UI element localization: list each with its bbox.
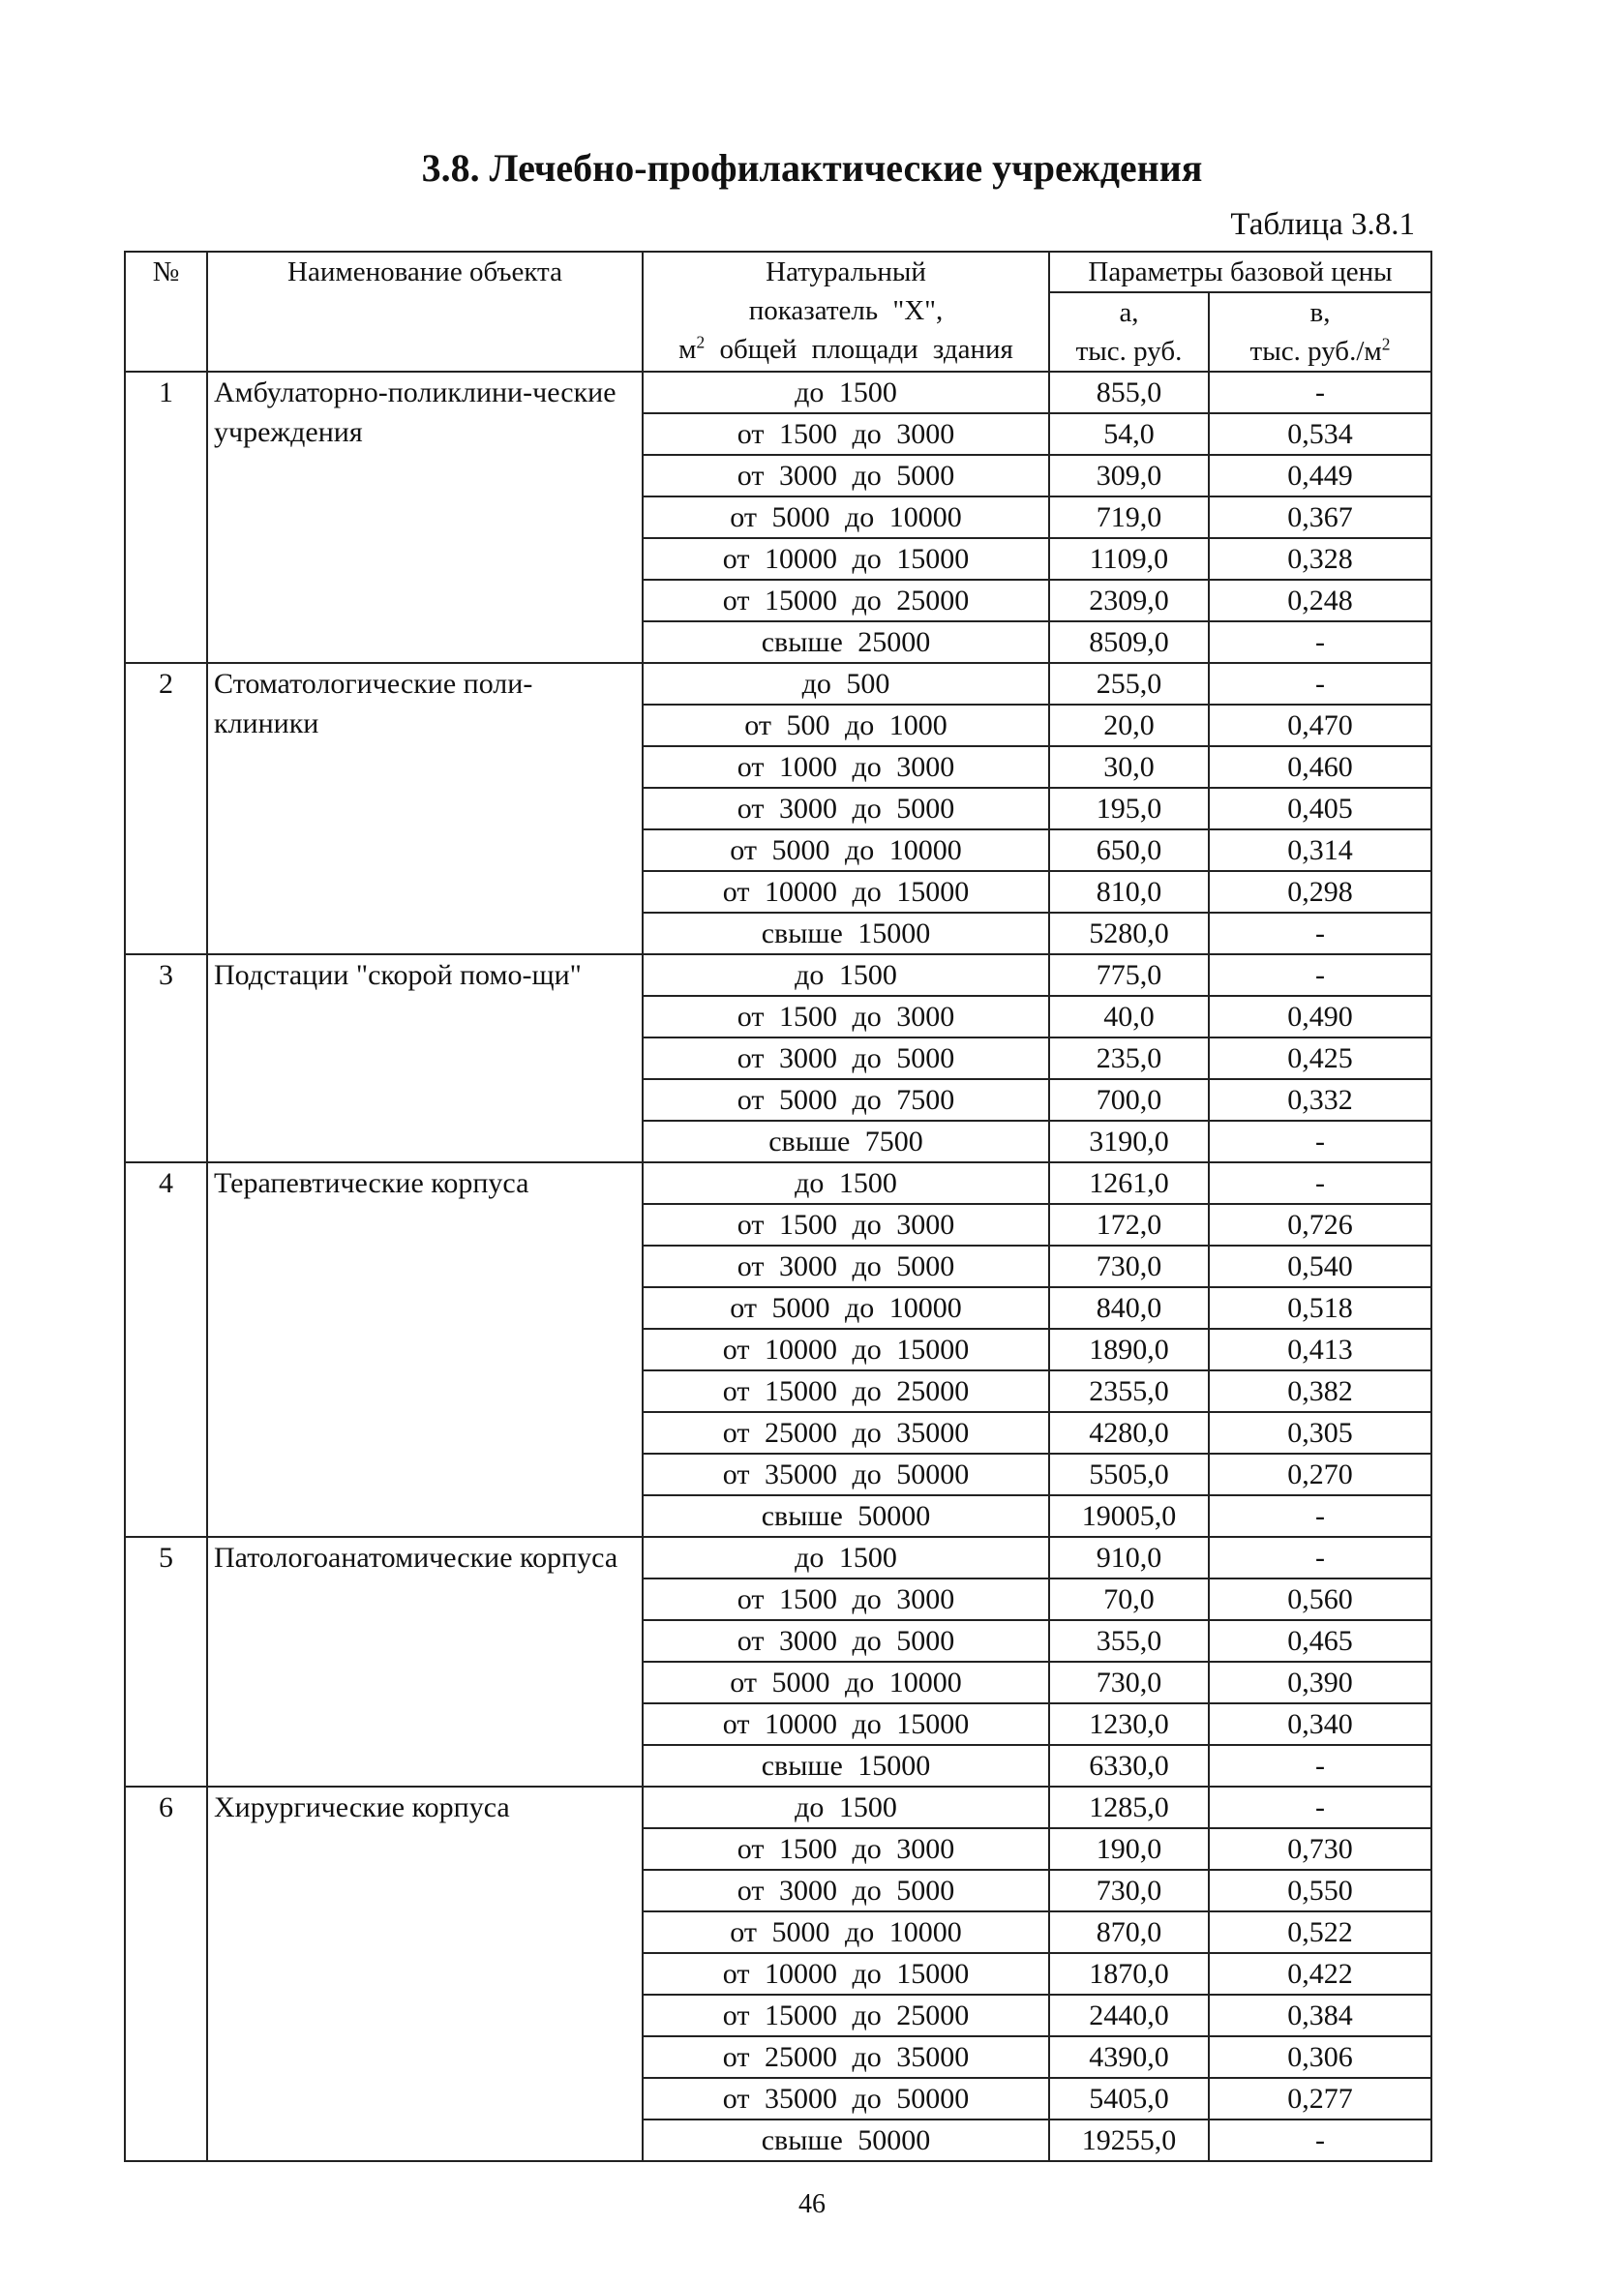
- table-row: [125, 1162, 1431, 1204]
- param-a-value: 235,0: [1049, 1037, 1209, 1079]
- indicator-range: от 1500 до 3000: [643, 996, 1049, 1037]
- param-a-value: 719,0: [1049, 496, 1209, 538]
- object-name: Хирургические корпуса: [207, 1787, 643, 2161]
- header-x-unit: м: [678, 334, 697, 365]
- indicator-range: от 3000 до 5000: [643, 788, 1049, 829]
- table-row: [125, 372, 1431, 413]
- param-b-value: 0,367: [1209, 496, 1431, 538]
- indicator-range: от 35000 до 50000: [643, 1454, 1049, 1495]
- param-a-value: 730,0: [1049, 1246, 1209, 1287]
- param-a-value: 255,0: [1049, 663, 1209, 705]
- indicator-range: от 3000 до 5000: [643, 455, 1049, 496]
- param-b-value: -: [1209, 621, 1431, 663]
- indicator-range: от 25000 до 35000: [643, 1412, 1049, 1454]
- indicator-range: от 10000 до 15000: [643, 1703, 1049, 1745]
- indicator-range: от 1500 до 3000: [643, 1828, 1049, 1870]
- group-number: 4: [125, 1162, 207, 1537]
- indicator-range: от 500 до 1000: [643, 705, 1049, 746]
- param-b-value: 0,305: [1209, 1412, 1431, 1454]
- indicator-range: от 15000 до 25000: [643, 580, 1049, 621]
- header-name: Наименование объекта: [207, 252, 643, 372]
- header-a: [1049, 292, 1209, 372]
- param-a-value: 1285,0: [1049, 1787, 1209, 1828]
- object-name: Подстации "скорой помо-щи": [207, 954, 643, 1162]
- param-b-value: -: [1209, 372, 1431, 413]
- indicator-range: до 500: [643, 663, 1049, 705]
- param-b-value: 0,332: [1209, 1079, 1431, 1121]
- param-a-value: 840,0: [1049, 1287, 1209, 1329]
- param-a-value: 730,0: [1049, 1662, 1209, 1703]
- param-b-value: 0,490: [1209, 996, 1431, 1037]
- param-a-value: 190,0: [1049, 1828, 1209, 1870]
- param-b-value: -: [1209, 913, 1431, 954]
- param-a-value: 1230,0: [1049, 1703, 1209, 1745]
- table-row: [125, 1537, 1431, 1578]
- table-body: [125, 372, 1431, 2161]
- page-number: 46: [798, 2189, 826, 2219]
- indicator-range: от 35000 до 50000: [643, 2078, 1049, 2120]
- param-a-value: 1109,0: [1049, 538, 1209, 580]
- header-b-unit: тыс. руб./м: [1249, 336, 1382, 367]
- param-a-value: 5405,0: [1049, 2078, 1209, 2120]
- param-a-value: 1890,0: [1049, 1329, 1209, 1370]
- indicator-range: свыше 25000: [643, 621, 1049, 663]
- header-x: [643, 252, 1049, 372]
- param-b-value: -: [1209, 954, 1431, 996]
- param-a-value: 40,0: [1049, 996, 1209, 1037]
- param-a-value: 5505,0: [1049, 1454, 1209, 1495]
- indicator-range: от 10000 до 15000: [643, 871, 1049, 913]
- param-a-value: 855,0: [1049, 372, 1209, 413]
- indicator-range: до 1500: [643, 954, 1049, 996]
- header-b-line1: в,: [1309, 297, 1331, 328]
- param-b-value: 0,449: [1209, 455, 1431, 496]
- param-a-value: 5280,0: [1049, 913, 1209, 954]
- header-b-line2: [1216, 332, 1425, 371]
- param-b-value: -: [1209, 1162, 1431, 1204]
- param-b-value: 0,726: [1209, 1204, 1431, 1246]
- price-table: [124, 251, 1432, 2162]
- param-b-value: -: [1209, 1745, 1431, 1787]
- param-b-value: 0,382: [1209, 1370, 1431, 1412]
- table-row: [125, 663, 1431, 705]
- param-a-value: 20,0: [1049, 705, 1209, 746]
- param-a-value: 4390,0: [1049, 2036, 1209, 2078]
- header-b: [1209, 292, 1431, 372]
- param-b-value: -: [1209, 1537, 1431, 1578]
- param-b-value: 0,560: [1209, 1578, 1431, 1620]
- param-b-value: 0,270: [1209, 1454, 1431, 1495]
- header-b-sup: 2: [1381, 334, 1391, 354]
- param-b-value: 0,540: [1209, 1246, 1431, 1287]
- table-row: [125, 1787, 1431, 1828]
- indicator-range: от 5000 до 7500: [643, 1079, 1049, 1121]
- page-title: 3.8. Лечебно-профилактические учреждения: [421, 146, 1203, 190]
- param-a-value: 172,0: [1049, 1204, 1209, 1246]
- param-b-value: 0,298: [1209, 871, 1431, 913]
- table-header: [125, 252, 1431, 372]
- param-a-value: 3190,0: [1049, 1121, 1209, 1162]
- param-b-value: -: [1209, 2120, 1431, 2161]
- indicator-range: от 1500 до 3000: [643, 1204, 1049, 1246]
- object-name: Стоматологические поли-клиники: [207, 663, 643, 954]
- indicator-range: от 3000 до 5000: [643, 1246, 1049, 1287]
- param-a-value: 810,0: [1049, 871, 1209, 913]
- header-x-rest: общей площади здания: [705, 334, 1013, 365]
- param-a-value: 775,0: [1049, 954, 1209, 996]
- group-number: 5: [125, 1537, 207, 1787]
- param-b-value: 0,522: [1209, 1911, 1431, 1953]
- param-a-value: 195,0: [1049, 788, 1209, 829]
- param-a-value: 19255,0: [1049, 2120, 1209, 2161]
- group-number: 3: [125, 954, 207, 1162]
- table-row: [125, 954, 1431, 996]
- param-a-value: 1870,0: [1049, 1953, 1209, 1995]
- param-a-value: 870,0: [1049, 1911, 1209, 1953]
- param-b-value: 0,248: [1209, 580, 1431, 621]
- param-b-value: 0,314: [1209, 829, 1431, 871]
- indicator-range: от 10000 до 15000: [643, 1329, 1049, 1370]
- header-no: №: [125, 252, 207, 372]
- param-b-value: 0,413: [1209, 1329, 1431, 1370]
- param-b-value: 0,405: [1209, 788, 1431, 829]
- param-b-value: 0,390: [1209, 1662, 1431, 1703]
- param-a-value: 650,0: [1049, 829, 1209, 871]
- param-b-value: 0,460: [1209, 746, 1431, 788]
- indicator-range: от 5000 до 10000: [643, 1662, 1049, 1703]
- indicator-range: до 1500: [643, 1162, 1049, 1204]
- param-a-value: 6330,0: [1049, 1745, 1209, 1787]
- indicator-range: свыше 15000: [643, 1745, 1049, 1787]
- param-b-value: 0,534: [1209, 413, 1431, 455]
- header-x-line2: показатель "X",: [748, 295, 944, 326]
- indicator-range: от 3000 до 5000: [643, 1870, 1049, 1911]
- indicator-range: от 3000 до 5000: [643, 1037, 1049, 1079]
- param-a-value: 2440,0: [1049, 1995, 1209, 2036]
- param-a-value: 19005,0: [1049, 1495, 1209, 1537]
- group-number: 1: [125, 372, 207, 663]
- param-a-value: 8509,0: [1049, 621, 1209, 663]
- param-b-value: 0,550: [1209, 1870, 1431, 1911]
- param-b-value: 0,340: [1209, 1703, 1431, 1745]
- header-x-line3: [649, 330, 1042, 369]
- header-x-sup: 2: [696, 332, 706, 352]
- param-b-value: 0,422: [1209, 1953, 1431, 1995]
- param-a-value: 910,0: [1049, 1537, 1209, 1578]
- indicator-range: от 5000 до 10000: [643, 829, 1049, 871]
- indicator-range: от 1500 до 3000: [643, 1578, 1049, 1620]
- param-b-value: -: [1209, 1495, 1431, 1537]
- param-a-value: 700,0: [1049, 1079, 1209, 1121]
- param-b-value: 0,470: [1209, 705, 1431, 746]
- param-b-value: 0,465: [1209, 1620, 1431, 1662]
- indicator-range: от 15000 до 25000: [643, 1370, 1049, 1412]
- indicator-range: от 25000 до 35000: [643, 2036, 1049, 2078]
- indicator-range: от 1000 до 3000: [643, 746, 1049, 788]
- param-b-value: 0,425: [1209, 1037, 1431, 1079]
- indicator-range: от 10000 до 15000: [643, 1953, 1049, 1995]
- param-b-value: 0,730: [1209, 1828, 1431, 1870]
- param-b-value: -: [1209, 663, 1431, 705]
- param-b-value: 0,306: [1209, 2036, 1431, 2078]
- header-a-line2: тыс. руб.: [1075, 336, 1183, 367]
- header-x-line1: Натуральный: [766, 256, 926, 287]
- indicator-range: от 5000 до 10000: [643, 496, 1049, 538]
- indicator-range: свыше 50000: [643, 1495, 1049, 1537]
- param-b-value: -: [1209, 1121, 1431, 1162]
- param-b-value: 0,328: [1209, 538, 1431, 580]
- param-a-value: 4280,0: [1049, 1412, 1209, 1454]
- indicator-range: от 10000 до 15000: [643, 538, 1049, 580]
- indicator-range: свыше 15000: [643, 913, 1049, 954]
- object-name: Амбулаторно-поликлини-ческие учреждения: [207, 372, 643, 663]
- indicator-range: от 1500 до 3000: [643, 413, 1049, 455]
- object-name: Патологоанатомические корпуса: [207, 1537, 643, 1787]
- indicator-range: свыше 7500: [643, 1121, 1049, 1162]
- indicator-range: от 3000 до 5000: [643, 1620, 1049, 1662]
- param-a-value: 30,0: [1049, 746, 1209, 788]
- header-params: Параметры базовой цены: [1049, 252, 1431, 292]
- param-b-value: 0,277: [1209, 2078, 1431, 2120]
- table-caption: Таблица 3.8.1: [1230, 207, 1415, 242]
- indicator-range: до 1500: [643, 1537, 1049, 1578]
- group-number: 6: [125, 1787, 207, 2161]
- indicator-range: от 15000 до 25000: [643, 1995, 1049, 2036]
- indicator-range: до 1500: [643, 372, 1049, 413]
- group-number: 2: [125, 663, 207, 954]
- param-b-value: -: [1209, 1787, 1431, 1828]
- param-a-value: 70,0: [1049, 1578, 1209, 1620]
- indicator-range: от 5000 до 10000: [643, 1287, 1049, 1329]
- param-a-value: 309,0: [1049, 455, 1209, 496]
- param-a-value: 1261,0: [1049, 1162, 1209, 1204]
- param-a-value: 2309,0: [1049, 580, 1209, 621]
- object-name: Терапевтические корпуса: [207, 1162, 643, 1537]
- param-b-value: 0,384: [1209, 1995, 1431, 2036]
- param-b-value: 0,518: [1209, 1287, 1431, 1329]
- indicator-range: от 5000 до 10000: [643, 1911, 1049, 1953]
- param-a-value: 54,0: [1049, 413, 1209, 455]
- param-a-value: 2355,0: [1049, 1370, 1209, 1412]
- header-a-line1: а,: [1119, 297, 1139, 328]
- indicator-range: свыше 50000: [643, 2120, 1049, 2161]
- indicator-range: до 1500: [643, 1787, 1049, 1828]
- param-a-value: 730,0: [1049, 1870, 1209, 1911]
- param-a-value: 355,0: [1049, 1620, 1209, 1662]
